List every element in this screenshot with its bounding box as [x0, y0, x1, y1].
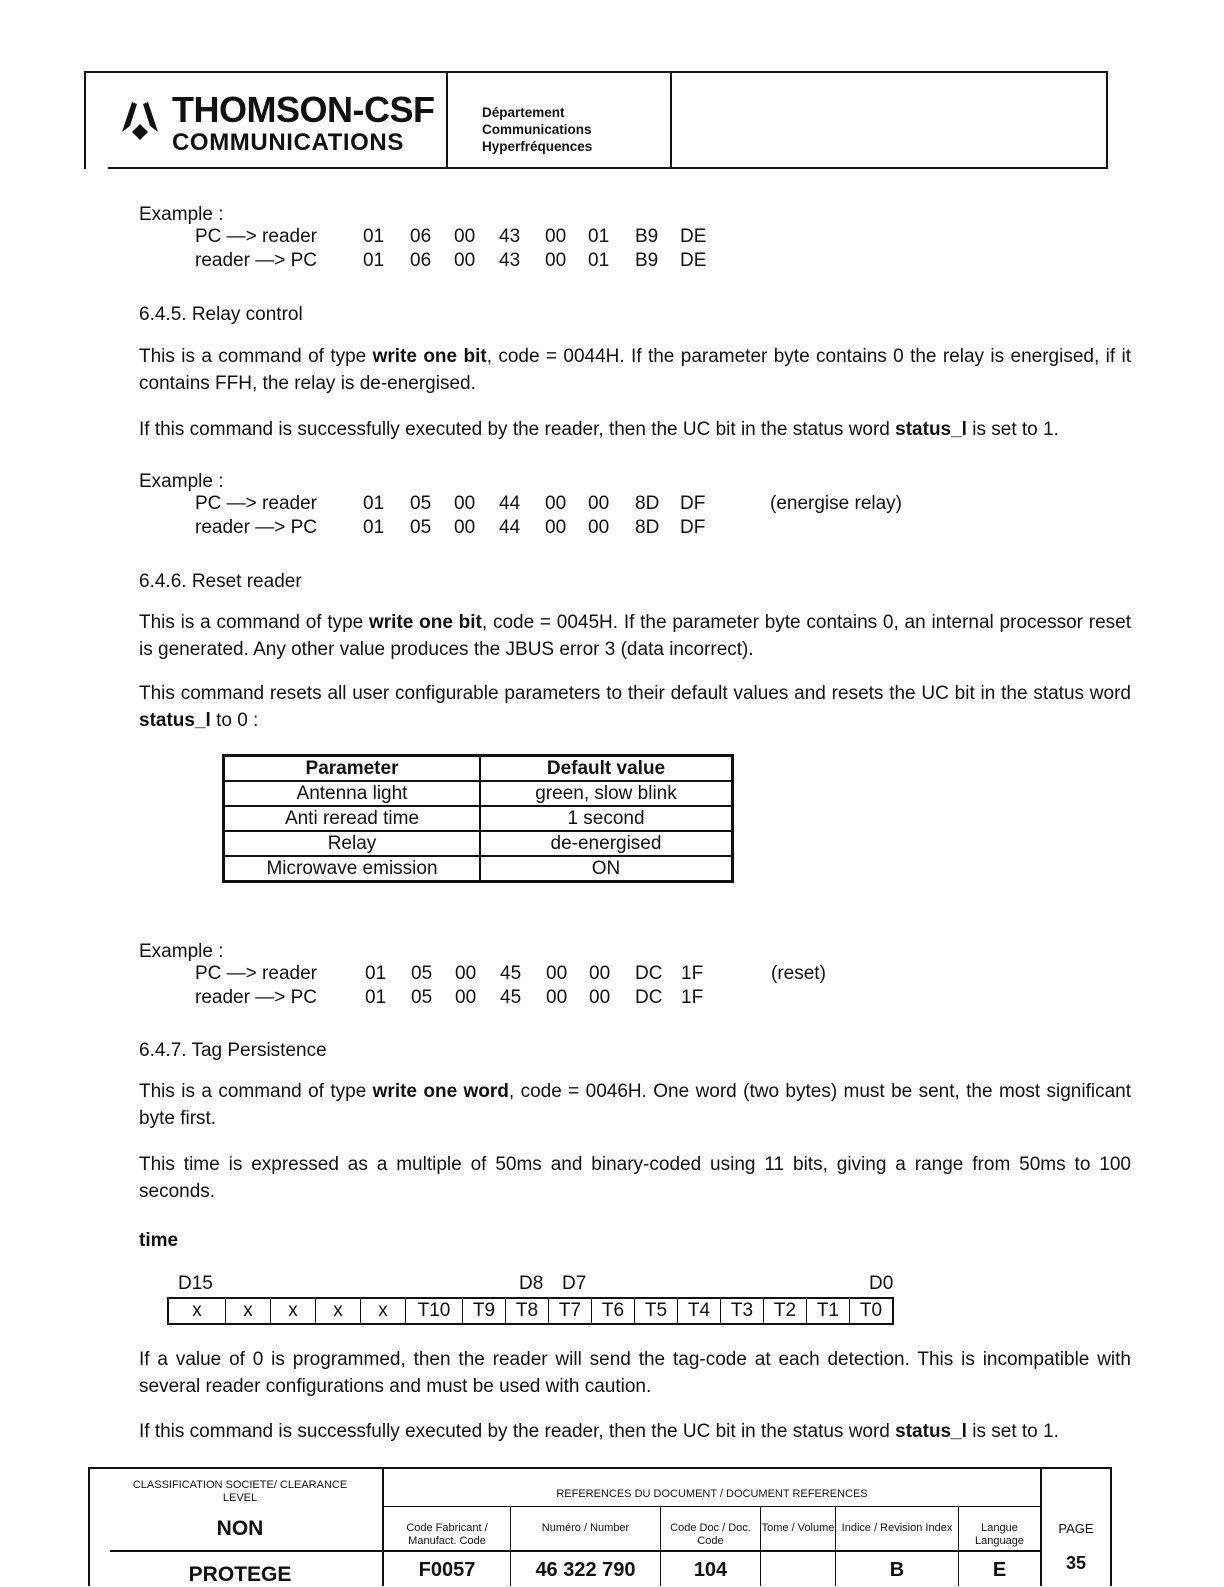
- page-number: 35: [1065, 1553, 1087, 1573]
- example-label: Example :: [139, 471, 224, 492]
- paragraph: This is a command of type write one word, code = 0046H. One word (two bytes) must be sent, the most significant byte first.: [139, 1081, 1131, 1129]
- bit-cell: T9: [463, 1298, 506, 1324]
- references-label: REFERENCES DU DOCUMENT / DOCUMENT REFERENCES: [556, 1488, 868, 1500]
- revision-index-label: Indice / Revision Index: [841, 1522, 953, 1534]
- column-header: Default value: [480, 756, 733, 782]
- classification-label: CLASSIFICATION SOCIETE/ CLEARANCE LEVEL: [132, 1479, 348, 1504]
- bit-label: D15: [178, 1273, 213, 1294]
- department-label: Département Communications Hyperfréquences: [482, 105, 593, 154]
- bit-cell: T7: [549, 1298, 592, 1324]
- paragraph: If this command is successfully executed by the reader, then the UC bit in the status word status_l is set to 1.: [139, 419, 1059, 440]
- header-divider: [670, 71, 672, 169]
- bit-cell: T6: [592, 1298, 635, 1324]
- table-row: [224, 781, 733, 806]
- example-label: Example :: [139, 941, 224, 962]
- bit-label: D8: [519, 1273, 544, 1294]
- example-label: Example :: [139, 204, 224, 225]
- header-rule: [108, 167, 1106, 169]
- classification-value: NON: [216, 1517, 264, 1540]
- bit-label: D0: [869, 1273, 894, 1294]
- bit-cell: x: [316, 1298, 361, 1324]
- bit-cell: T4: [678, 1298, 721, 1324]
- number-label: Numéro / Number: [541, 1522, 630, 1534]
- table-row: [168, 1298, 893, 1324]
- language-value: E: [992, 1559, 1007, 1581]
- revision-index-value: B: [889, 1559, 905, 1581]
- bit-cell: T3: [721, 1298, 764, 1324]
- page-label: PAGE: [1058, 1521, 1094, 1536]
- section-heading: 6.4.7. Tag Persistence: [139, 1040, 327, 1061]
- section-heading: 6.4.6. Reset reader: [139, 571, 302, 592]
- doc-code-label: Code Doc / Doc. Code: [670, 1522, 751, 1547]
- manufacturer-code-label: Code Fabricant / Manufact. Code: [406, 1522, 488, 1547]
- footer-box: [88, 1467, 1112, 1586]
- table-cell: 1 second: [480, 806, 733, 831]
- bit-cell: T0: [850, 1298, 894, 1324]
- brand-name: THOMSON-CSF: [172, 89, 435, 130]
- manufacturer-code-value: F0057: [418, 1559, 476, 1581]
- bit-field-table: [167, 1297, 894, 1325]
- bit-cell: T2: [764, 1298, 807, 1324]
- bit-label: D7: [562, 1273, 587, 1294]
- defaults-table: [222, 754, 734, 883]
- bit-cell: T10: [406, 1298, 463, 1324]
- field-label: time: [139, 1230, 179, 1251]
- bit-cell: x: [361, 1298, 406, 1324]
- column-header: Parameter: [224, 756, 481, 782]
- table-cell: ON: [480, 856, 733, 882]
- table-header-row: [224, 756, 733, 782]
- volume-label: Tome / Volume: [761, 1522, 835, 1534]
- paragraph: This command resets all user configurable parameters to their default values and resets the UC bit in the status word status_l to 0 :: [139, 683, 1131, 731]
- bit-cell: T5: [635, 1298, 678, 1324]
- bit-cell: x: [168, 1298, 226, 1324]
- table-cell: Microwave emission: [224, 856, 481, 882]
- table-row: [224, 856, 733, 882]
- thomson-logo-icon: [120, 96, 160, 146]
- paragraph: If this command is successfully executed by the reader, then the UC bit in the status word status_l is set to 1.: [139, 1421, 1059, 1442]
- table-cell: Anti reread time: [224, 806, 481, 831]
- header-divider: [446, 71, 448, 169]
- bit-cell: x: [271, 1298, 316, 1324]
- paragraph: If a value of 0 is programmed, then the reader will send the tag-code at each detection. This is incompatible with several reader configurations and must be used with caution.: [139, 1349, 1131, 1397]
- number-value: 46 322 790: [535, 1559, 636, 1581]
- table-row: [224, 806, 733, 831]
- table-cell: green, slow blink: [480, 781, 733, 806]
- bit-cell: T1: [807, 1298, 850, 1324]
- classification-value: PROTEGE: [188, 1563, 292, 1586]
- paragraph: This is a command of type write one bit, code = 0045H. If the parameter byte contains 0, an internal processor reset is generated. Any other value produces the JBUS error 3 (data incorrect).: [139, 612, 1131, 660]
- section-heading: 6.4.5. Relay control: [139, 304, 303, 325]
- bit-cell: T8: [506, 1298, 549, 1324]
- brand-subtitle: COMMUNICATIONS: [172, 129, 404, 156]
- table-cell: Relay: [224, 831, 481, 856]
- language-label: Langue Language: [975, 1522, 1024, 1547]
- table-cell: Antenna light: [224, 781, 481, 806]
- doc-code-value: 104: [693, 1559, 728, 1581]
- paragraph: This is a command of type write one bit, code = 0044H. If the parameter byte contains 0 the relay is energised, if it contains FFH, the relay is de-energised.: [139, 346, 1131, 394]
- table-row: [224, 831, 733, 856]
- paragraph: This time is expressed as a multiple of 50ms and binary-coded using 11 bits, giving a range from 50ms to 100 seconds.: [139, 1154, 1131, 1202]
- bit-cell: x: [226, 1298, 271, 1324]
- table-cell: de-energised: [480, 831, 733, 856]
